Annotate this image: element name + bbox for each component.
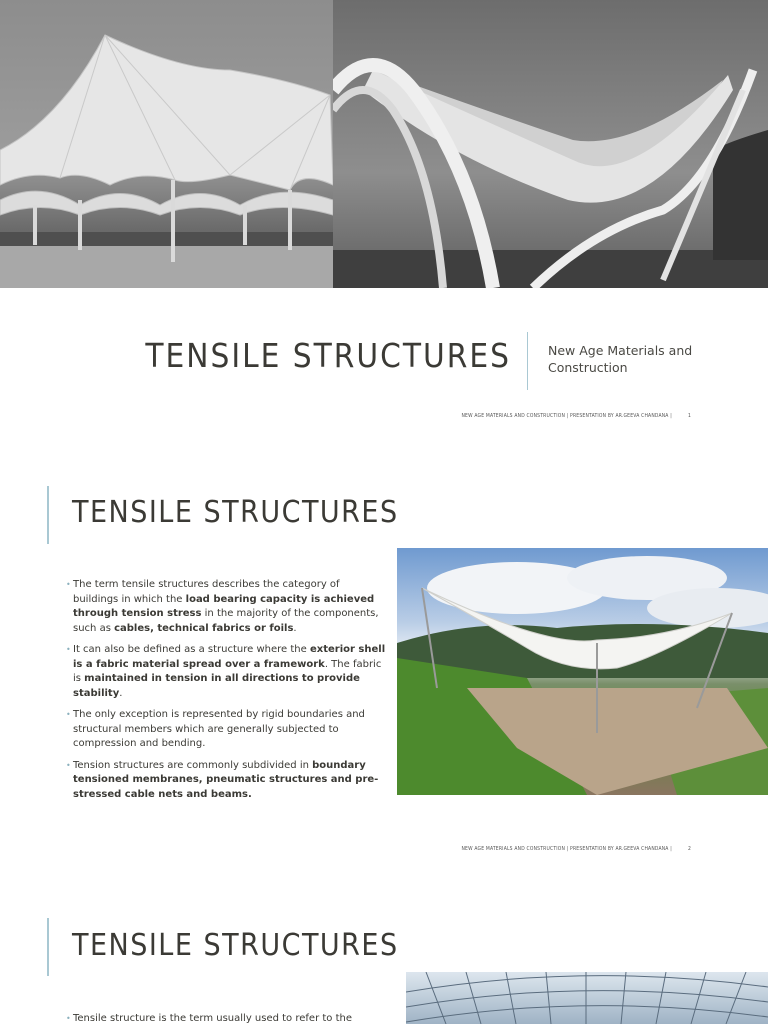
bold-text: boundary tensioned membranes, pneumatic structures and pre-stressed cable nets and beams. <box>73 759 379 800</box>
slide2-accent-bar <box>47 486 49 544</box>
slide2-bullet-list <box>66 578 386 809</box>
footer-text: NEW AGE MATERIALS AND CONSTRUCTION | PRESENTATION BY AR.GEEVA CHANDANA | <box>461 413 672 419</box>
bold-text: maintained in tension in all directions to provide stability <box>73 673 360 699</box>
slide3-bullet <box>66 1012 386 1033</box>
slide2-title: TENSILE STRUCTURES <box>72 495 399 530</box>
arch-membrane-photo <box>333 0 768 288</box>
slide1-footer <box>461 413 691 419</box>
list-item <box>66 578 386 636</box>
presentation-subtitle: New Age Materials and Construction <box>548 343 693 375</box>
slide3-accent-bar <box>47 918 49 976</box>
bullet-text: . <box>293 622 297 634</box>
canopy-landscape-photo <box>397 548 768 795</box>
bullet-text: . The fabric is <box>73 658 382 684</box>
bold-text: exterior shell is a fabric material spread over a framework <box>73 644 386 670</box>
slide1-photo-strip <box>0 0 768 288</box>
list-item <box>66 759 386 803</box>
bullet-text: in the majority of the components, such as <box>73 608 379 634</box>
page-number: 1 <box>687 413 691 419</box>
list-item <box>66 643 386 701</box>
bullet-text: Tension structures are commonly subdivided in <box>73 759 313 771</box>
bold-text: cables, technical fabrics or foils <box>114 622 294 634</box>
bullet-text: The only exception is represented by rigid boundaries and structural members which are generally subjected to compression and bending. <box>73 709 365 749</box>
page-number: 2 <box>687 846 691 852</box>
slide2-footer <box>461 846 691 852</box>
bullet-text: . <box>119 687 123 699</box>
slide3-title: TENSILE STRUCTURES <box>72 928 399 963</box>
bullet-text: The term tensile structures describes the category of buildings in which the <box>73 579 340 605</box>
slide1-title-block <box>0 320 768 400</box>
bullet-text: It can also be defined as a structure where the <box>73 644 310 655</box>
bullet-text: Tensile structure is the term usually used to refer to the <box>73 1013 352 1024</box>
grid-roof-photo <box>406 972 768 1024</box>
footer-text: NEW AGE MATERIALS AND CONSTRUCTION | PRESENTATION BY AR.GEEVA CHANDANA | <box>461 846 672 852</box>
bold-text: load bearing capacity is achieved through tension stress <box>73 593 375 619</box>
title-divider <box>527 332 528 390</box>
umbrella-canopy-photo <box>0 0 333 288</box>
list-item <box>66 708 386 752</box>
presentation-title: TENSILE STRUCTURES <box>145 336 511 375</box>
